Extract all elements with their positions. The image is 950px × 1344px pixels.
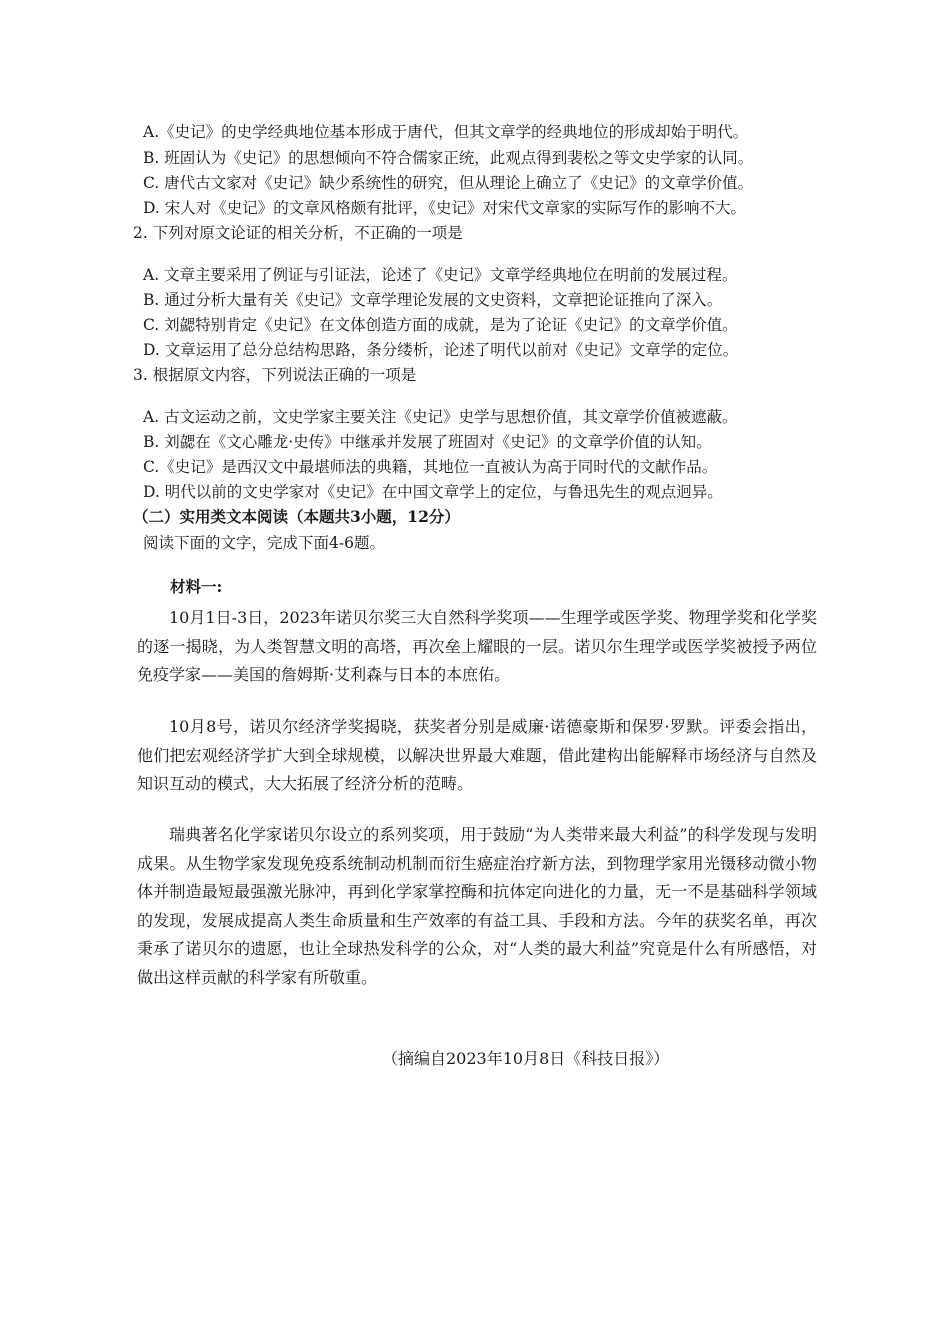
q3-option-c: C.《史记》是西汉文中最堪师法的典籍，其地位一直被认为高于同时代的文献作品。 [143,458,718,476]
section-heading: （二）实用类文本阅读（本题共3小题，12分） [133,507,460,526]
section-instruction: 阅读下面的文字，完成下面4-6题。 [143,534,385,552]
q2-option-a: A. 文章主要采用了例证与引证法，论述了《史记》文章学经典地位在明前的发展过程。 [143,266,738,284]
material-label: 材料一: [170,577,223,596]
q1-option-b: B. 班固认为《史记》的思想倾向不符合儒家正统，此观点得到裴松之等文史学家的认同。 [143,149,754,167]
q3-stem: 3. 根据原文内容，下列说法正确的一项是 [133,366,417,384]
q3-option-a: A. 古文运动之前，文史学家主要关注《史记》史学与思想价值，其文章学价值被遮蔽。 [143,408,738,426]
material-paragraph-2: 10月8号，诺贝尔经济学奖揭晓，获奖者分别是威廉·诺德豪斯和保罗·罗默。评委会指出，他们把宏观经济学扩大到全球规模，以解决世界最大难题，借此建构出能解释市场经济与自然及知识互动的模式，大大拓展了经济分析的范畴。 [137,717,817,793]
q1-option-c: C. 唐代古文家对《史记》缺少系统性的研究，但从理论上确立了《史记》的文章学价值。 [143,174,754,192]
q2-option-d: D. 文章运用了总分总结构思路，条分缕析，论述了明代以前对《史记》文章学的定位。 [143,341,739,359]
material-paragraph-3: 瑞典著名化学家诺贝尔设立的系列奖项，用于鼓励“为人类带来最大利益”的科学发现与发明成果。从生物学家发现免疫系统制动机制而衍生癌症治疗新方法，到物理学家用光镊移动微小物体并制造最短最强激光脉冲，再到化学家掌控酶和抗体定向进化的力量，无一不是基础科学领域的发现，发展成提高人类生命质量和生产效率的有益工具、手段和方法。今年的获奖名单，再次秉承了诺贝尔的遗愿，也让全球热发科学的公众，对“人类的最大利益”究竟是什么有所感悟，对做出这样贡献的科学家有所敬重。 [137,825,817,987]
q3-option-d: D. 明代以前的文史学家对《史记》在中国文章学上的定位，与鲁迅先生的观点迥异。 [143,483,723,501]
material-paragraph-1: 10月1日-3日，2023年诺贝尔奖三大自然科学奖项——生理学或医学奖、物理学奖和化学奖的逐一揭晓，为人类智慧文明的高塔，再次垒上耀眼的一层。诺贝尔生理学或医学奖被授予两位免疫学家——美国的詹姆斯·艾利森与日本的本庶佑。 [137,608,817,684]
q2-option-b: B. 通过分析大量有关《史记》文章学理论发展的文史资料，文章把论证推向了深入。 [143,291,723,309]
q3-option-b: B. 刘勰在《文心雕龙·史传》中继承并发展了班固对《史记》的文章学价值的认知。 [143,433,712,451]
q1-option-d: D. 宋人对《史记》的文章风格颇有批评，《史记》对宋代文章家的实际写作的影响不大。 [143,199,746,217]
q2-option-c: C. 刘勰特别肯定《史记》在文体创造方面的成就，是为了论证《史记》的文章学价值。 [143,316,738,334]
source-citation: （摘编自2023年10月8日《科技日报》） [382,1049,670,1068]
q1-option-a: A.《史记》的史学经典地位基本形成于唐代，但其文章学的经典地位的形成却始于明代。 [143,123,749,141]
q2-stem: 2. 下列对原文论证的相关分析，不正确的一项是 [133,224,463,242]
